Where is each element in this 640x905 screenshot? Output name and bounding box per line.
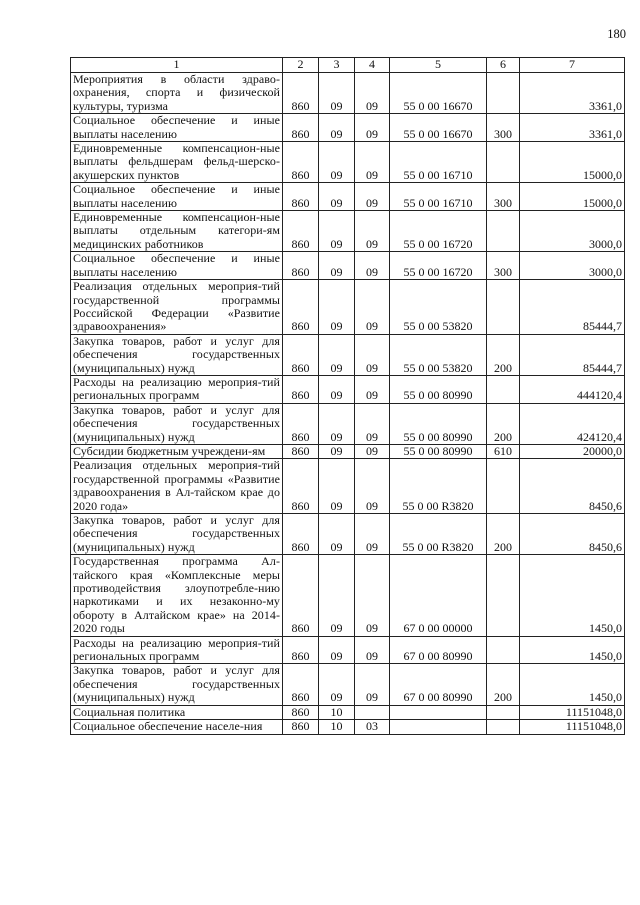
table-row (71, 514, 625, 555)
row-expense-type: 300 (487, 183, 520, 211)
row-amount: 85444,7 (520, 334, 625, 375)
row-section-code: 09 (319, 252, 355, 280)
row-grbs-code: 860 (283, 252, 319, 280)
row-section-code: 09 (319, 183, 355, 211)
row-grbs-code: 860 (283, 514, 319, 555)
row-name: Государственная программа Ал-тайского края «Комплексные меры противодействия злоупотребле-нию наркотиками и их незаконно-му обороту в Алтайском крае» на 2014-2020 годы (71, 555, 283, 636)
row-name: Социальное обеспечение и иные выплаты населению (71, 252, 283, 280)
row-subsection-code: 09 (355, 664, 390, 705)
row-name: Социальное обеспечение и иные выплаты населению (71, 183, 283, 211)
table-row (71, 334, 625, 375)
row-section-code: 09 (319, 403, 355, 444)
row-expense-type (487, 280, 520, 335)
row-expense-type: 200 (487, 664, 520, 705)
row-grbs-code: 860 (283, 555, 319, 636)
row-subsection-code: 09 (355, 403, 390, 444)
row-amount: 15000,0 (520, 142, 625, 183)
row-amount: 1450,0 (520, 636, 625, 664)
row-subsection-code: 09 (355, 142, 390, 183)
header-col-3: 3 (319, 58, 355, 73)
row-grbs-code: 860 (283, 403, 319, 444)
row-target-article: 55 0 00 53820 (390, 334, 487, 375)
table-row (71, 280, 625, 335)
row-grbs-code: 860 (283, 334, 319, 375)
row-section-code: 09 (319, 142, 355, 183)
row-subsection-code: 09 (355, 555, 390, 636)
row-subsection-code: 09 (355, 73, 390, 114)
header-col-7: 7 (520, 58, 625, 73)
row-name: Закупка товаров, работ и услуг для обеспечения государственных (муниципальных) нужд (71, 403, 283, 444)
row-target-article: 55 0 00 16670 (390, 73, 487, 114)
row-amount: 85444,7 (520, 280, 625, 335)
row-subsection-code: 03 (355, 720, 390, 734)
row-subsection-code: 09 (355, 514, 390, 555)
row-expense-type: 200 (487, 334, 520, 375)
row-section-code: 09 (319, 636, 355, 664)
row-name: Расходы на реализацию мероприя-тий региональных программ (71, 636, 283, 664)
table-row (71, 73, 625, 114)
row-amount: 8450,6 (520, 514, 625, 555)
row-section-code: 09 (319, 514, 355, 555)
row-expense-type: 200 (487, 403, 520, 444)
row-target-article: 55 0 00 53820 (390, 280, 487, 335)
table-row (71, 403, 625, 444)
page-number: 180 (607, 27, 626, 41)
row-target-article: 55 0 00 80990 (390, 444, 487, 458)
row-subsection-code: 09 (355, 114, 390, 142)
row-name: Социальное обеспечение и иные выплаты населению (71, 114, 283, 142)
row-target-article: 55 0 00 R3820 (390, 459, 487, 514)
row-grbs-code: 860 (283, 444, 319, 458)
row-section-code: 09 (319, 664, 355, 705)
row-name: Закупка товаров, работ и услуг для обеспечения государственных (муниципальных) нужд (71, 514, 283, 555)
table-row (71, 459, 625, 514)
table-row (71, 211, 625, 252)
table-row (71, 664, 625, 705)
row-grbs-code: 860 (283, 705, 319, 719)
row-grbs-code: 860 (283, 114, 319, 142)
row-amount: 1450,0 (520, 664, 625, 705)
table-row (71, 252, 625, 280)
row-subsection-code (355, 705, 390, 719)
row-target-article: 55 0 00 80990 (390, 375, 487, 403)
row-section-code: 09 (319, 280, 355, 335)
row-amount: 1450,0 (520, 555, 625, 636)
table-row (71, 720, 625, 734)
row-target-article (390, 720, 487, 734)
table-row (71, 375, 625, 403)
row-name: Расходы на реализацию мероприя-тий региональных программ (71, 375, 283, 403)
row-amount: 424120,4 (520, 403, 625, 444)
row-name: Закупка товаров, работ и услуг для обеспечения государственных (муниципальных) нужд (71, 334, 283, 375)
row-subsection-code: 09 (355, 183, 390, 211)
row-expense-type (487, 73, 520, 114)
row-section-code: 09 (319, 444, 355, 458)
row-amount: 11151048,0 (520, 705, 625, 719)
row-section-code: 10 (319, 705, 355, 719)
row-target-article: 67 0 00 00000 (390, 555, 487, 636)
row-target-article: 55 0 00 80990 (390, 403, 487, 444)
row-name: Закупка товаров, работ и услуг для обеспечения государственных (муниципальных) нужд (71, 664, 283, 705)
row-subsection-code: 09 (355, 280, 390, 335)
row-grbs-code: 860 (283, 73, 319, 114)
row-grbs-code: 860 (283, 664, 319, 705)
row-expense-type: 610 (487, 444, 520, 458)
row-name: Реализация отдельных мероприя-тий государственной программы Российской Федерации «Развитие здравоохранения» (71, 280, 283, 335)
row-amount: 15000,0 (520, 183, 625, 211)
budget-table (70, 57, 625, 735)
row-target-article: 67 0 00 80990 (390, 664, 487, 705)
row-amount: 444120,4 (520, 375, 625, 403)
table-row (71, 705, 625, 719)
row-section-code: 09 (319, 334, 355, 375)
row-name: Субсидии бюджетным учреждени-ям (71, 444, 283, 458)
row-grbs-code: 860 (283, 636, 319, 664)
row-subsection-code: 09 (355, 636, 390, 664)
row-target-article: 55 0 00 16710 (390, 142, 487, 183)
row-expense-type (487, 211, 520, 252)
row-section-code: 10 (319, 720, 355, 734)
row-expense-type (487, 705, 520, 719)
row-name: Социальная политика (71, 705, 283, 719)
row-amount: 20000,0 (520, 444, 625, 458)
row-expense-type (487, 720, 520, 734)
row-grbs-code: 860 (283, 183, 319, 211)
table-row (71, 555, 625, 636)
row-section-code: 09 (319, 459, 355, 514)
row-subsection-code: 09 (355, 334, 390, 375)
row-name: Мероприятия в области здраво-охранения, спорта и физической культуры, туризма (71, 73, 283, 114)
table-body (71, 73, 625, 735)
row-subsection-code: 09 (355, 459, 390, 514)
row-target-article: 55 0 00 R3820 (390, 514, 487, 555)
row-amount: 3361,0 (520, 73, 625, 114)
row-section-code: 09 (319, 73, 355, 114)
row-grbs-code: 860 (283, 280, 319, 335)
row-grbs-code: 860 (283, 211, 319, 252)
header-col-5: 5 (390, 58, 487, 73)
row-expense-type (487, 459, 520, 514)
row-subsection-code: 09 (355, 211, 390, 252)
row-grbs-code: 860 (283, 720, 319, 734)
row-expense-type: 300 (487, 114, 520, 142)
row-section-code: 09 (319, 375, 355, 403)
row-expense-type (487, 142, 520, 183)
header-col-4: 4 (355, 58, 390, 73)
row-target-article: 55 0 00 16720 (390, 252, 487, 280)
row-expense-type: 200 (487, 514, 520, 555)
row-amount: 3000,0 (520, 211, 625, 252)
row-target-article: 55 0 00 16710 (390, 183, 487, 211)
row-expense-type (487, 555, 520, 636)
header-col-6: 6 (487, 58, 520, 73)
table-row (71, 142, 625, 183)
row-section-code: 09 (319, 555, 355, 636)
table-row (71, 636, 625, 664)
table-row (71, 114, 625, 142)
row-name: Реализация отдельных мероприя-тий государственной программы «Развитие здравоохранения в Ал-тайском крае до 2020 года» (71, 459, 283, 514)
row-subsection-code: 09 (355, 252, 390, 280)
row-name: Социальное обеспечение населе-ния (71, 720, 283, 734)
table-header (71, 58, 625, 73)
header-row (71, 58, 625, 73)
row-name: Единовременные компенсацион-ные выплаты отдельным категори-ям медицинских работников (71, 211, 283, 252)
row-expense-type (487, 636, 520, 664)
table-row (71, 444, 625, 458)
header-col-1: 1 (71, 58, 283, 73)
row-amount: 11151048,0 (520, 720, 625, 734)
row-amount: 8450,6 (520, 459, 625, 514)
row-grbs-code: 860 (283, 459, 319, 514)
row-name: Единовременные компенсацион-ные выплаты фельдшерам фельд-шерско-акушерских пунктов (71, 142, 283, 183)
row-subsection-code: 09 (355, 375, 390, 403)
row-target-article (390, 705, 487, 719)
row-target-article: 67 0 00 80990 (390, 636, 487, 664)
row-grbs-code: 860 (283, 375, 319, 403)
row-section-code: 09 (319, 211, 355, 252)
row-subsection-code: 09 (355, 444, 390, 458)
header-col-2: 2 (283, 58, 319, 73)
row-amount: 3361,0 (520, 114, 625, 142)
row-section-code: 09 (319, 114, 355, 142)
row-expense-type (487, 375, 520, 403)
row-grbs-code: 860 (283, 142, 319, 183)
row-amount: 3000,0 (520, 252, 625, 280)
table-row (71, 183, 625, 211)
row-target-article: 55 0 00 16720 (390, 211, 487, 252)
row-target-article: 55 0 00 16670 (390, 114, 487, 142)
row-expense-type: 300 (487, 252, 520, 280)
